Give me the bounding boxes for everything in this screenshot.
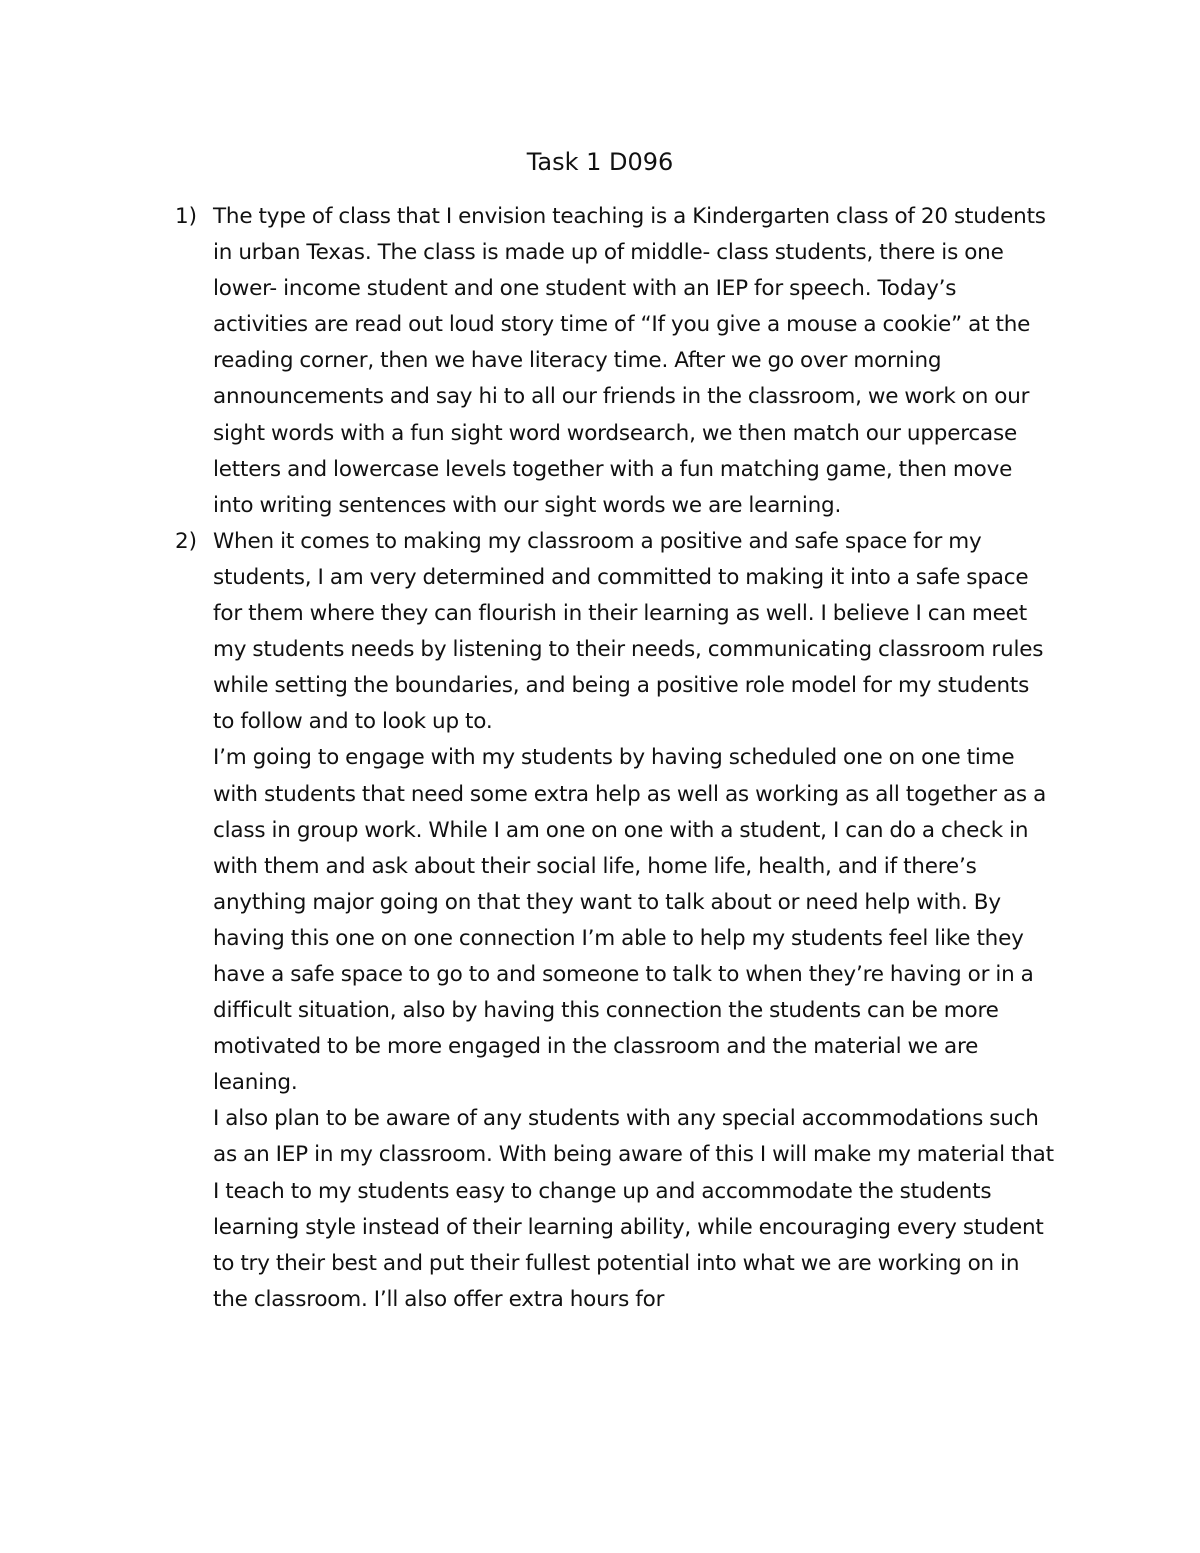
list-item — [175, 199, 1055, 524]
list-item-number: 1) — [175, 204, 198, 229]
paragraph: I’m going to engage with my students by having scheduled one on one time with students that need some extra help as well as working as all together as a class in group work. While I am one on one with a student, I can do a check in with them and ask about their social life, home life, health, and if there’s anything major going on that they want to talk about or need help with. By having this one on one connection I’m able to help my students feel like they have a safe space to go to and someone to talk to when they’re having or in a difficult situation, also by having this connection the students can be more motivated to be more engaged in the classroom and the material we are leaning. — [213, 745, 1047, 1096]
paragraph: The type of class that I envision teaching is a Kindergarten class of 20 students in urban Texas. The class is made up of middle- class students, there is one lower- income student and one student with an IEP for speech. Today’s activities are read out loud story time of “If you give a mouse a cookie” at the reading corner, then we have literacy time. After we go over morning announcements and say hi to all our friends in the classroom, we work on our sight words with a fun sight word wordsearch, we then match our uppercase letters and lowercase levels together with a fun matching game, then move into writing sentences with our sight words we are learning. — [213, 204, 1046, 518]
paragraph: I also plan to be aware of any students with any special accommodations such as an IEP in my classroom. With being aware of this I will make my material that I teach to my students easy to change up and accommodate the students learning style instead of their learning ability, while encouraging every student to try their best and put their fullest potential into what we are working on in the classroom. I’ll also offer extra hours for — [213, 1106, 1054, 1312]
list-item-number: 2) — [175, 528, 198, 554]
numbered-list — [175, 199, 1055, 1318]
document-title: Task 1 D096 — [526, 148, 674, 176]
list-item — [175, 524, 1055, 1318]
paragraph: When it comes to making my classroom a positive and safe space for my students, I am very determined and committed to making it into a safe space for them where they can flourish in their learning as well. I believe I can meet my students needs by listening to their needs, communicating classroom rules while setting the boundaries, and being a positive role model for my students to follow and to look up to. — [213, 528, 1044, 735]
